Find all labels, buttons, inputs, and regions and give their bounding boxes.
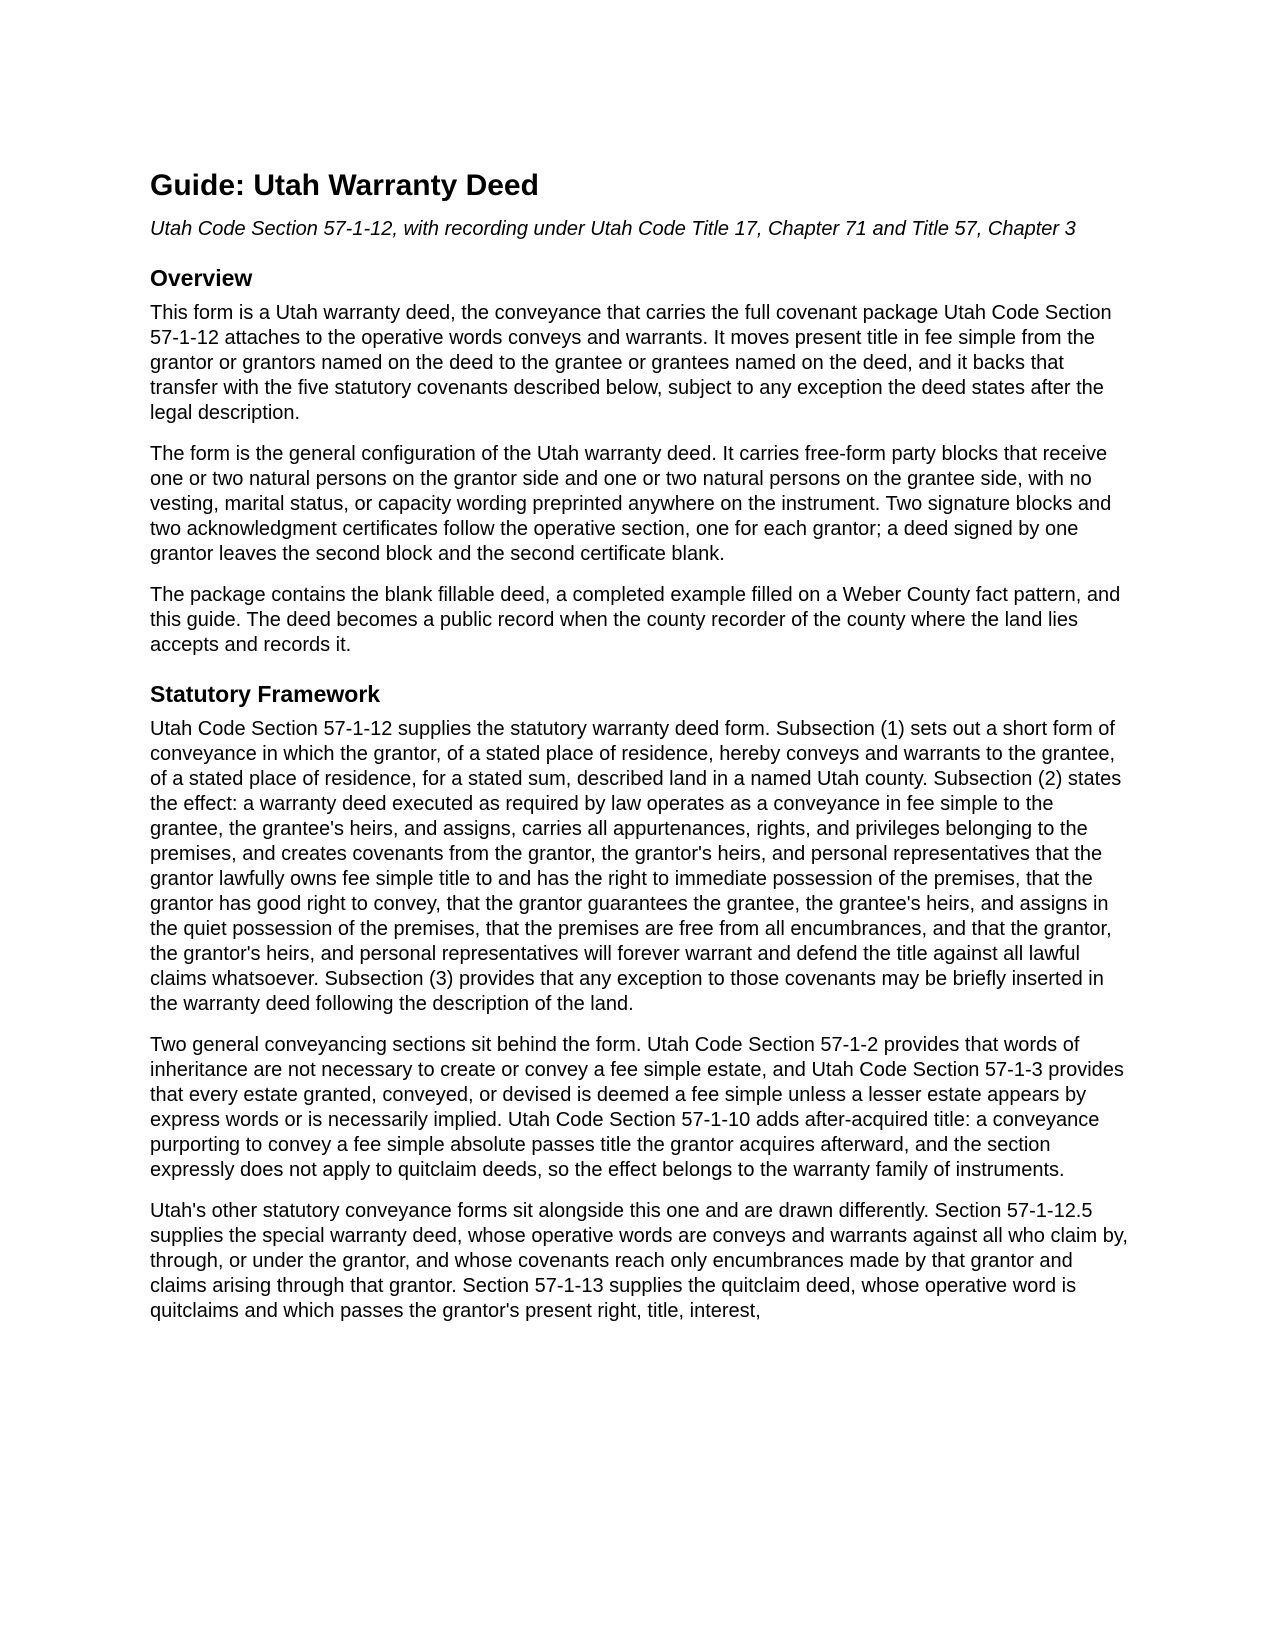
- document-page: [150, 168, 1130, 1340]
- section-heading-statutory-framework: Statutory Framework: [150, 681, 381, 707]
- section-heading-overview: Overview: [150, 265, 253, 291]
- framework-paragraph-2: Two general conveyancing sections sit behind the form. Utah Code Section 57-1-2 provides that words of inheritance are not necessary to create or convey a fee simple estate, and Utah Code Section 57-1-3 provides that every estate granted, conveyed, or devised is deemed a fee simple unless a lesser estate appears by express words or is necessarily implied. Utah Code Section 57-1-10 adds after-acquired title: a conveyance purporting to convey a fee simple absolute passes title the grantor acquires afterward, and the section expressly does not apply to quitclaim deeds, so the effect belongs to the warranty family of instruments.: [150, 1034, 1124, 1181]
- framework-paragraph-1: Utah Code Section 57-1-12 supplies the statutory warranty deed form. Subsection (1) sets out a short form of conveyance in which the grantor, of a stated place of residence, hereby conveys and warrants to the grantee, of a stated place of residence, for a stated sum, described land in a named Utah county. Subsection (2) states the effect: a warranty deed executed as required by law operates as a conveyance in fee simple to the grantee, the grantee's heirs, and assigns, carries all appurtenances, rights, and privileges belonging to the premises, and creates covenants from the grantor, the grantor's heirs, and personal representatives that the grantor lawfully owns fee simple title to and has the right to immediate possession of the premises, that the grantor has good right to convey, that the grantor guarantees the grantee, the grantee's heirs, and assigns in the quiet possession of the premises, that the premises are free from all encumbrances, and that the grantor, the grantor's heirs, and personal representatives will forever warrant and defend the title against all lawful claims whatsoever. Subsection (3) provides that any exception to those covenants may be briefly inserted in the warranty deed following the description of the land.: [150, 718, 1122, 1015]
- overview-paragraph-3: The package contains the blank fillable deed, a completed example filled on a Weber County fact pattern, and this guide. The deed becomes a public record when the county recorder of the county where the land lies accepts and records it.: [150, 584, 1121, 656]
- framework-paragraph-3: Utah's other statutory conveyance forms sit alongside this one and are drawn differently. Section 57-1-12.5 supplies the special warranty deed, whose operative words are conveys and warrants against all who claim by, through, or under the grantor, and whose covenants reach only encumbrances made by that grantor and claims arising through that grantor. Section 57-1-13 supplies the quitclaim deed, whose operative word is quitclaims and which passes the grantor's present right, title, interest,: [150, 1200, 1128, 1322]
- overview-paragraph-2: The form is the general configuration of the Utah warranty deed. It carries free-form party blocks that receive one or two natural persons on the grantor side and one or two natural persons on the grantee side, with no vesting, marital status, or capacity wording preprinted anywhere on the instrument. Two signature blocks and two acknowledgment certificates follow the operative section, one for each grantor; a deed signed by one grantor leaves the second block and the second certificate blank.: [150, 443, 1112, 565]
- document-title: Guide: Utah Warranty Deed: [150, 169, 539, 202]
- overview-paragraph-1: This form is a Utah warranty deed, the conveyance that carries the full covenant package Utah Code Section 57-1-12 attaches to the operative words conveys and warrants. It moves present title in fee simple from the grantor or grantors named on the deed to the grantee or grantees named on the deed, and it backs that transfer with the five statutory covenants described below, subject to any exception the deed states after the legal description.: [150, 302, 1112, 424]
- document-subtitle: Utah Code Section 57-1-12, with recording under Utah Code Title 17, Chapter 71 and Title 57, Chapter 3: [150, 218, 1076, 240]
